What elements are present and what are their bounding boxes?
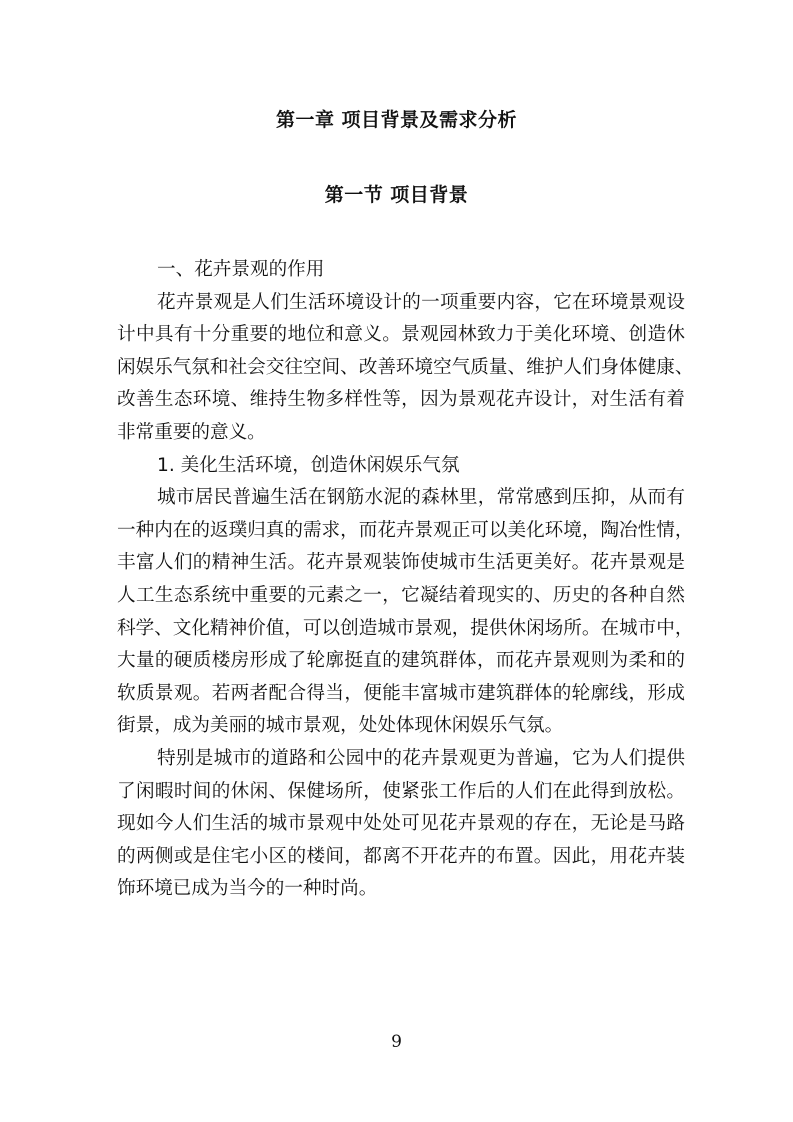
paragraph-line: 软质景观。若两者配合得当，便能丰富城市建筑群体的轮廓线，形成 <box>117 682 685 704</box>
paragraph-line: 城市居民普遍生活在钢筋水泥的森林里，常常感到压抑，从而有 <box>157 487 685 509</box>
subheading-beautify-environment: 1. 美化生活环境，创造休闲娱乐气氛 <box>157 454 460 476</box>
paragraph-line: 大量的硬质楼房形成了轮廓挺直的建筑群体，而花卉景观则为柔和的 <box>117 650 685 672</box>
body-text <box>117 254 694 906</box>
paragraph-line: 了闲暇时间的休闲、保健场所，使紧张工作后的人们在此得到放松。 <box>117 780 685 802</box>
paragraph-line: 现如今人们生活的城市景观中处处可见花卉景观的存在，无论是马路 <box>117 813 685 835</box>
paragraph-line: 花卉景观是人们生活环境设计的一项重要内容，它在环境景观设 <box>157 291 685 313</box>
paragraph-line: 特别是城市的道路和公园中的花卉景观更为普遍，它为人们提供 <box>157 747 685 769</box>
page-number: 9 <box>391 1032 402 1052</box>
section-title: 第一节 项目背景 <box>324 184 469 206</box>
paragraph-line: 非常重要的意义。 <box>117 421 266 443</box>
chapter-title: 第一章 项目背景及需求分析 <box>275 109 518 131</box>
paragraph-line: 丰富人们的精神生活。花卉景观装饰使城市生活更美好。花卉景观是 <box>117 552 685 574</box>
paragraph-line: 街景，成为美丽的城市景观，处处体现休闲娱乐气氛。 <box>117 715 564 737</box>
subheading-flower-landscape-role: 一、花卉景观的作用 <box>157 259 325 280</box>
paragraph-line: 人工生态系统中重要的元素之一，它凝结着现实的、历史的各种自然 <box>117 584 685 606</box>
paragraph-line: 一种内在的返璞归真的需求，而花卉景观正可以美化环境，陶冶性情， <box>117 519 694 541</box>
paragraph-line: 闲娱乐气氛和社会交往空间、改善环境空气质量、维护人们身体健康、 <box>117 356 694 378</box>
paragraph-line: 计中具有十分重要的地位和意义。景观园林致力于美化环境、创造休 <box>117 324 685 346</box>
paragraph-line: 科学、文化精神价值，可以创造城市景观，提供休闲场所。在城市中， <box>117 617 694 639</box>
paragraph-line: 改善生态环境、维持生物多样性等，因为景观花卉设计，对生活有着 <box>117 389 685 411</box>
paragraph-line: 饰环境已成为当今的一种时尚。 <box>117 878 378 900</box>
paragraph-line: 的两侧或是住宅小区的楼间，都离不开花卉的布置。因此，用花卉装 <box>117 845 685 867</box>
